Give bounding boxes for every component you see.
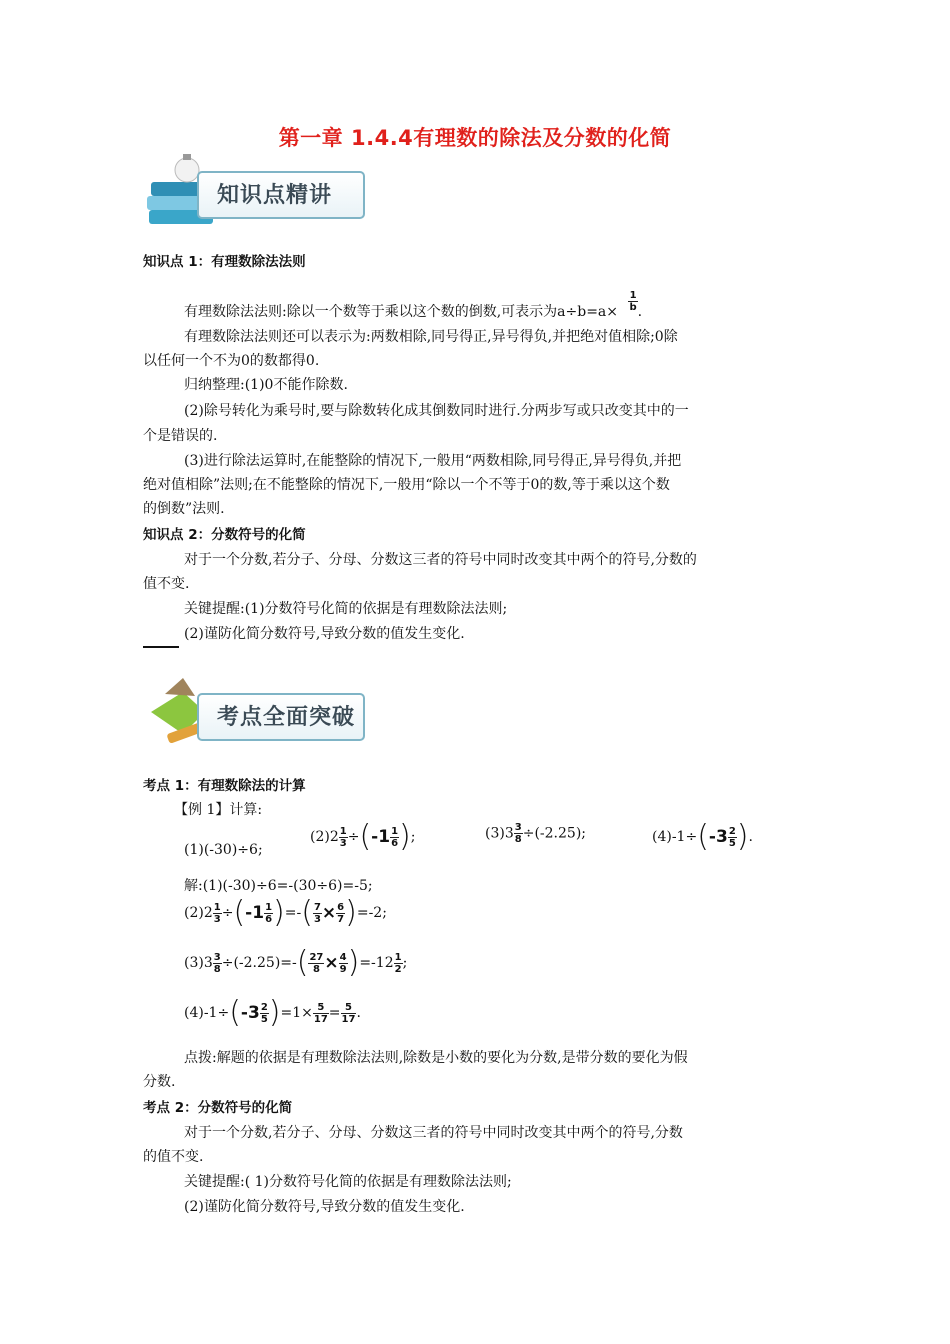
- problem-2: (2)2 $\frac{1}{3}$ ÷(-1 $\frac{1}{6}$ );: [310, 819, 416, 854]
- text-line: 归纳整理:(1)0不能作除数.: [184, 377, 348, 393]
- fraction: $\frac{1}{b}$: [629, 290, 637, 313]
- solution-4: (4)-1÷(-3 $\frac{2}{5}$ )=1× $\frac{5}{17}$ = $\frac{5}{17}$ .: [184, 995, 361, 1030]
- text-line: 的倒数”法则.: [143, 501, 225, 517]
- banner-label: 考点全面突破: [217, 705, 356, 730]
- solution-1: 解:(1)(-30)÷6=-(30÷6)=-5;: [184, 878, 373, 894]
- text-line: (3)进行除法运算时,在能整除的情况下,一般用“两数相除,同号得正,异号得负,并把: [184, 453, 682, 469]
- text-line: (2)谨防化简分数符号,导致分数的值发生变化.: [184, 1199, 465, 1215]
- divider: [143, 646, 179, 648]
- text-line: 有理数除法法则还可以表示为:两数相除,同号得正,异号得负,并把绝对值相除;0除: [184, 329, 678, 345]
- text-line: (2)谨防化简分数符号,导致分数的值发生变化.: [184, 626, 465, 642]
- text-line: 关键提醒:( 1)分数符号化简的依据是有理数除法法则;: [184, 1174, 512, 1190]
- problem-4: (4)-1÷(-3 $\frac{2}{5}$ ).: [652, 819, 753, 854]
- heading-k2: 知识点 2：分数符号的化简: [143, 527, 306, 543]
- text-line: 个是错误的.: [143, 428, 218, 444]
- banner-label: 知识点精讲: [217, 183, 333, 208]
- problem-3: (3)3 $\frac{3}{8}$ ÷(-2.25);: [485, 822, 586, 845]
- text-line: 分数.: [143, 1074, 176, 1090]
- text-line: 有理数除法法则:除以一个数等于乘以这个数的倒数,可表示为a÷b=a× $\frac{1}{b}$ .: [184, 290, 643, 320]
- problem-1: (1)(-30)÷6;: [184, 842, 263, 858]
- text-line: 的值不变.: [143, 1149, 204, 1165]
- heading-k1: 知识点 1：有理数除法法则: [143, 254, 306, 270]
- text-line: 绝对值相除”法则;在不能整除的情况下,一般用“除以一个不等于0的数,等于乘以这个数: [143, 477, 670, 493]
- text-line: 以任何一个不为0的数都得0.: [143, 353, 320, 369]
- solution-3: (3)3 $\frac{3}{8}$ ÷(-2.25)=-( $\frac{27}{8}$ × $\frac{4}{9}$ )=-12 $\frac{1}{2}$ ;: [184, 945, 408, 980]
- text-line: 对于一个分数,若分子、分母、分数这三者的符号中同时改变其中两个的符号,分数: [184, 1125, 683, 1141]
- text-line: 关键提醒:(1)分数符号化简的依据是有理数除法法则;: [184, 601, 508, 617]
- text: 有理数除法法则:除以一个数等于乘以这个数的倒数,可表示为a÷b=a×: [184, 304, 619, 320]
- text-line: (2)除号转化为乘号时,要与除数转化成其倒数同时进行.分两步写或只改变其中的一: [184, 403, 689, 419]
- heading-c2: 考点 2：分数符号的化简: [143, 1100, 293, 1116]
- page-title: 第一章 1.4.4有理数的除法及分数的化简: [278, 126, 672, 150]
- text-line: 点拨:解题的依据是有理数除法法则,除数是小数的要化为分数,是带分数的要化为假: [184, 1050, 688, 1066]
- text-line: 对于一个分数,若分子、分母、分数这三者的符号中同时改变其中两个的符号,分数的: [184, 552, 697, 568]
- solution-2: (2)2 $\frac{1}{3}$ ÷(-1 $\frac{1}{6}$ )=-( $\frac{7}{3}$ × $\frac{6}{7}$ )=-2;: [184, 895, 387, 930]
- section-banner-exam: [143, 672, 363, 754]
- heading-c1: 考点 1：有理数除法的计算: [143, 778, 306, 794]
- text-line: 【例 1】计算:: [174, 802, 263, 818]
- text-line: 值不变.: [143, 576, 190, 592]
- section-banner-knowledge: [143, 150, 363, 232]
